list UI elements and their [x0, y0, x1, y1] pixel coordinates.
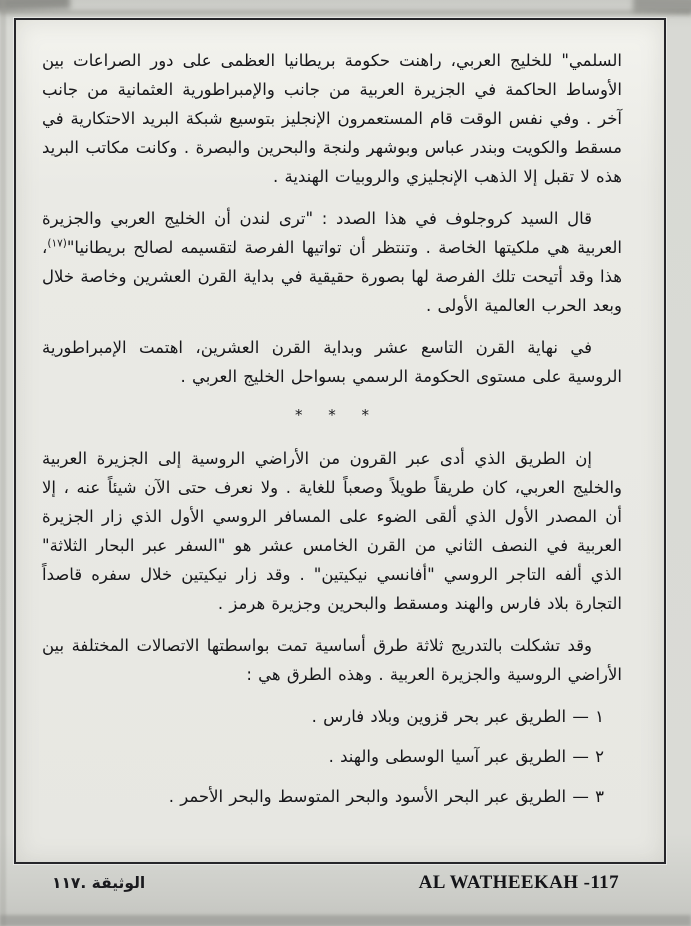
scan-mark-top-left — [0, 0, 70, 11]
paragraph-2 — [42, 204, 622, 320]
scan-mark-top-right — [633, 0, 691, 14]
page-content — [16, 20, 664, 811]
paragraph-2-text: قال السيد كروجلوف في هذا الصدد : "ترى لندن أن الخليج العربي والجزيرة العربية هي ملكيتها الخاصة . وتنتظر أن تواتيها الفرصة لتقسيمه لصالح بريطانيا" — [42, 209, 622, 257]
routes-list — [42, 702, 622, 811]
paragraph-5: وقد تشكلت بالتدريج ثلاثة طرق أساسية تمت بواسطتها الاتصالات المختلفة بين الأراضي الروسية والجزيرة العربية . وهذه الطرق هي : — [42, 636, 622, 684]
scan-strip-bottom — [0, 915, 691, 926]
page-footer — [0, 872, 691, 894]
scan-band-left-edge — [0, 0, 6, 926]
paragraph-3: في نهاية القرن التاسع عشر وبداية القرن العشرين، اهتمت الإمبراطورية الروسية على مستوى الحكومة الرسمي بسواحل الخليج العربي . — [42, 338, 622, 386]
paragraph-1: السلمي" للخليج العربي، راهنت حكومة بريطانيا العظمى على دور الصراعات بين الأوساط الحاكمة في الجزيرة العربية من جانب والإمبراطورية العثمانية من جانب آخر . وفي نفس الوقت قام المستعمرون الإنجليز بتوسيع شبكة البريد الاحتكارية في مسقط والكويت وبندر عباس وبوشهر ولنجة والبحرين والبصرة . وكانت مكاتب البريد هذه لا تقبل إلا الذهب الإنجليزي والروبيات الهندية . — [42, 51, 622, 186]
list-item-route-1: ١ — الطريق عبر بحر قزوين وبلاد فارس . — [311, 707, 604, 726]
list-item-route-2: ٢ — الطريق عبر آسيا الوسطى والهند . — [328, 747, 604, 766]
scan-smudge-top — [0, 10, 691, 15]
footnote-marker-17: (١٧) — [47, 237, 67, 250]
paragraph-2-continuation: ، هذا وقد أتيحت تلك الفرصة لها بصورة حقيقية في بداية القرن العشرين وخاصة خلال وبعد الحرب العالمية الأولى . — [42, 238, 622, 315]
footer-arabic-label: الوثيقة .١١٧ — [52, 874, 146, 892]
paragraph-4: إن الطريق الذي أدى عبر القرون من الأراضي الروسية إلى الجزيرة العربية والخليج العربي، كان طريقاً طويلاً وصعباً للغاية . ولا نعرف حتى الآن شيئاً عنه ، إلا أن المصدر الأول الذي ألقى الضوء على المسافر الروسي الأول الذي زار الجزيرة العربية في النصف الثاني من القرن الخامس عشر هو "السفر عبر البحار الثلاثة" الذي ألفه التاجر الروسي "أفانسي نيكيتين" . وقد زار نيكيتين خلال سفره قاصداً التجارة بلاد فارس والهند ومسقط والبحرين وجزيرة هرمز . — [42, 449, 622, 613]
footer-latin-label: AL WATHEEKAH -117 — [418, 872, 619, 893]
list-item-route-3: ٣ — الطريق عبر البحر الأسود والبحر المتوسط والبحر الأحمر . — [168, 787, 604, 806]
section-separator: * * * — [294, 406, 380, 424]
page-border-frame — [14, 18, 666, 864]
